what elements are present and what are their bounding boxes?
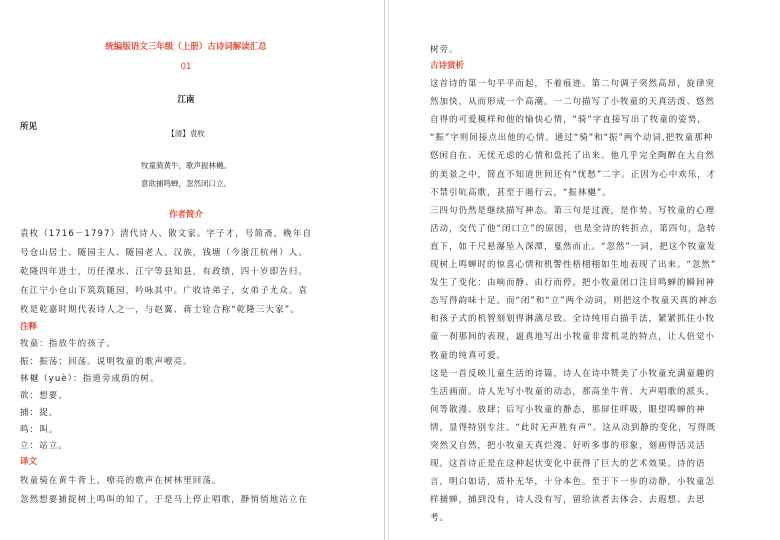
note-item: 振：振荡；回荡。说明牧童的歌声嘹亮。 <box>20 357 193 367</box>
appreciation-line: 这是一首反映儿童生活的诗篇，诗人在诗中赞美了小牧童充满童趣的 <box>430 368 716 379</box>
appreciation-line: 童一刹那间的表现，逼真地写出小牧童非常机灵的特点，让人倍觉小 <box>430 332 716 343</box>
poem-name: 所见 <box>20 122 38 132</box>
note-item: 欲：想要。 <box>20 391 69 401</box>
note-item: 捕：捉。 <box>20 408 59 418</box>
translation-line: 忽然想要捕捉树上鸣叫的知了，于是马上停止唱歌，静悄悄地站立在 <box>20 495 309 505</box>
appreciation-line: 何等散漫、放肆；后写小牧童的静态，那屏住呼吸，眼望鸣蝉的神 <box>430 404 706 415</box>
appreciation-line: 这首诗的第一句平平而起，不着痕迹。第二句调子突然高昂，旋律突 <box>430 79 716 89</box>
right-page <box>402 0 780 540</box>
appreciation-line: 的美景之中，简直不知道世间还有“忧愁”二字。正因为心中欢乐，才 <box>430 169 717 180</box>
appreciation-line: 不禁引吭高歌，甚至于遏行云，“振林樾”。 <box>430 187 612 198</box>
page-divider <box>388 0 389 540</box>
appreciation-line: 现树上鸣蝉时的惊喜心情和机警性格栩栩如生地表现了出来。“忽然” <box>430 260 717 270</box>
author-line: 乾隆四年进士，历任溧水、江宁等县知县，有政绩，四十岁即告归。 <box>20 267 309 277</box>
left-page <box>0 0 372 540</box>
appreciation-line: “振”字则间接点出他的心情。通过“骑”和“振”两个动词,把牧童那种 <box>430 133 714 144</box>
appreciation-line: 言，明白如话，质朴无华，十分本色。至于下一步的动静，小牧童怎 <box>430 477 716 488</box>
note-item: 立：站立。 <box>20 441 69 451</box>
document-number: 01 <box>180 62 192 72</box>
appreciation-line: 直下，如千尺悬瀑坠入深潭，戛然而止。“忽然”一词，把这个牧童发 <box>430 241 717 252</box>
page-divider <box>384 0 385 540</box>
appreciation-line: 牧童的纯真可爱。 <box>430 350 507 361</box>
appreciation-line: 悠闲自在、无忧无虑的心情和盘托了出来。他几乎完全陶醉在大自然 <box>430 151 716 162</box>
poem-author: 【清】袁枚 <box>167 129 205 138</box>
note-item: 鸣：叫。 <box>20 425 59 435</box>
document-title: 统编版语文三年级（上册）古诗词解读汇总 <box>105 42 267 52</box>
appreciation-line: 发生了变化：由响而静、由行而停，把小牧童闭口注目鸣蝉的瞬间神 <box>430 278 716 289</box>
note-item: 牧童：指放牛的孩子。 <box>20 339 117 349</box>
appreciation-line: 情，显得特别专注。“此时无声胜有声”。这从动到静的变化，写得既 <box>430 422 717 433</box>
note-item: 林樾（yuè）：指道旁成荫的树。 <box>20 374 160 384</box>
appreciation-line: 考。 <box>430 513 450 524</box>
poem-line: 意欲捕鸣蝉，忽然闭口立。 <box>141 179 231 188</box>
author-line: 在江宁小仓山下筑筑随园，吟咏其中。广收诗弟子，女弟子尤众。袁 <box>20 286 309 296</box>
poem-title: 江南 <box>177 95 195 105</box>
appreciation-line: 自得的可爱模样和他的愉快心情，“骑”字直接写出了牧童的姿势， <box>430 115 707 126</box>
author-line: 枚是乾嘉时期代表诗人之一，与赵翼、蒋士铨合称“乾隆三大家”。 <box>20 305 300 315</box>
appreciation-line: 突然又自然，把小牧童天真烂漫、好听多事的形象，刻画得活灵活 <box>430 441 706 451</box>
notes-heading: 注释 <box>20 322 38 332</box>
author-line: 袁枚（1716－1797）清代诗人、散文家。字子才，号简斋，晚年自 <box>20 229 313 239</box>
appreciation-line: 样捕蝉，捕到没有，诗人没有写，留给读者去体会、去遐想、去思 <box>430 495 706 506</box>
poem-line: 牧童骑黄牛，歌声振林樾。 <box>141 161 231 170</box>
appreciation-line: 态写得韵味十足。而“闭”和“立”两个动词，则把这个牧童天真的神态 <box>430 296 718 307</box>
translation-heading: 译文 <box>20 457 38 467</box>
author-heading: 作者简介 <box>168 210 203 220</box>
appreciation-line: 和孩子式的机智刻划得淋漓尽致。全诗纯用白描手法，紧紧抓住小牧 <box>430 314 716 325</box>
author-line: 号仓山居士、随园主人、随园老人。汉族，钱塘（今浙江杭州）人。 <box>20 248 309 258</box>
appreciation-line: 然加快，从而形成一个高潮。一二句描写了小牧童的天真活泼、悠然 <box>430 97 716 108</box>
continued-line: 树旁。 <box>430 45 459 55</box>
appreciation-line: 生活画面。诗人先写小牧童的动态，那高坐牛背、大声唱歌的派头， <box>430 386 716 397</box>
translation-line: 牧童骑在黄牛背上，嘹亮的歌声在树林里回荡。 <box>20 476 222 486</box>
appreciation-line: 现。这首诗正是在这种起伏变化中获得了巨大的艺术效果。诗的语 <box>430 459 706 470</box>
appreciation-line: 三四句仍然是继续描写神态。第三句是过渡，是作势。写牧童的心理 <box>430 205 716 216</box>
appreciation-line: 活动，交代了他“闭口立”的原因，也是全诗的转折点，第四句，急转 <box>430 223 717 234</box>
appreciation-heading: 古诗赏析 <box>430 61 465 71</box>
